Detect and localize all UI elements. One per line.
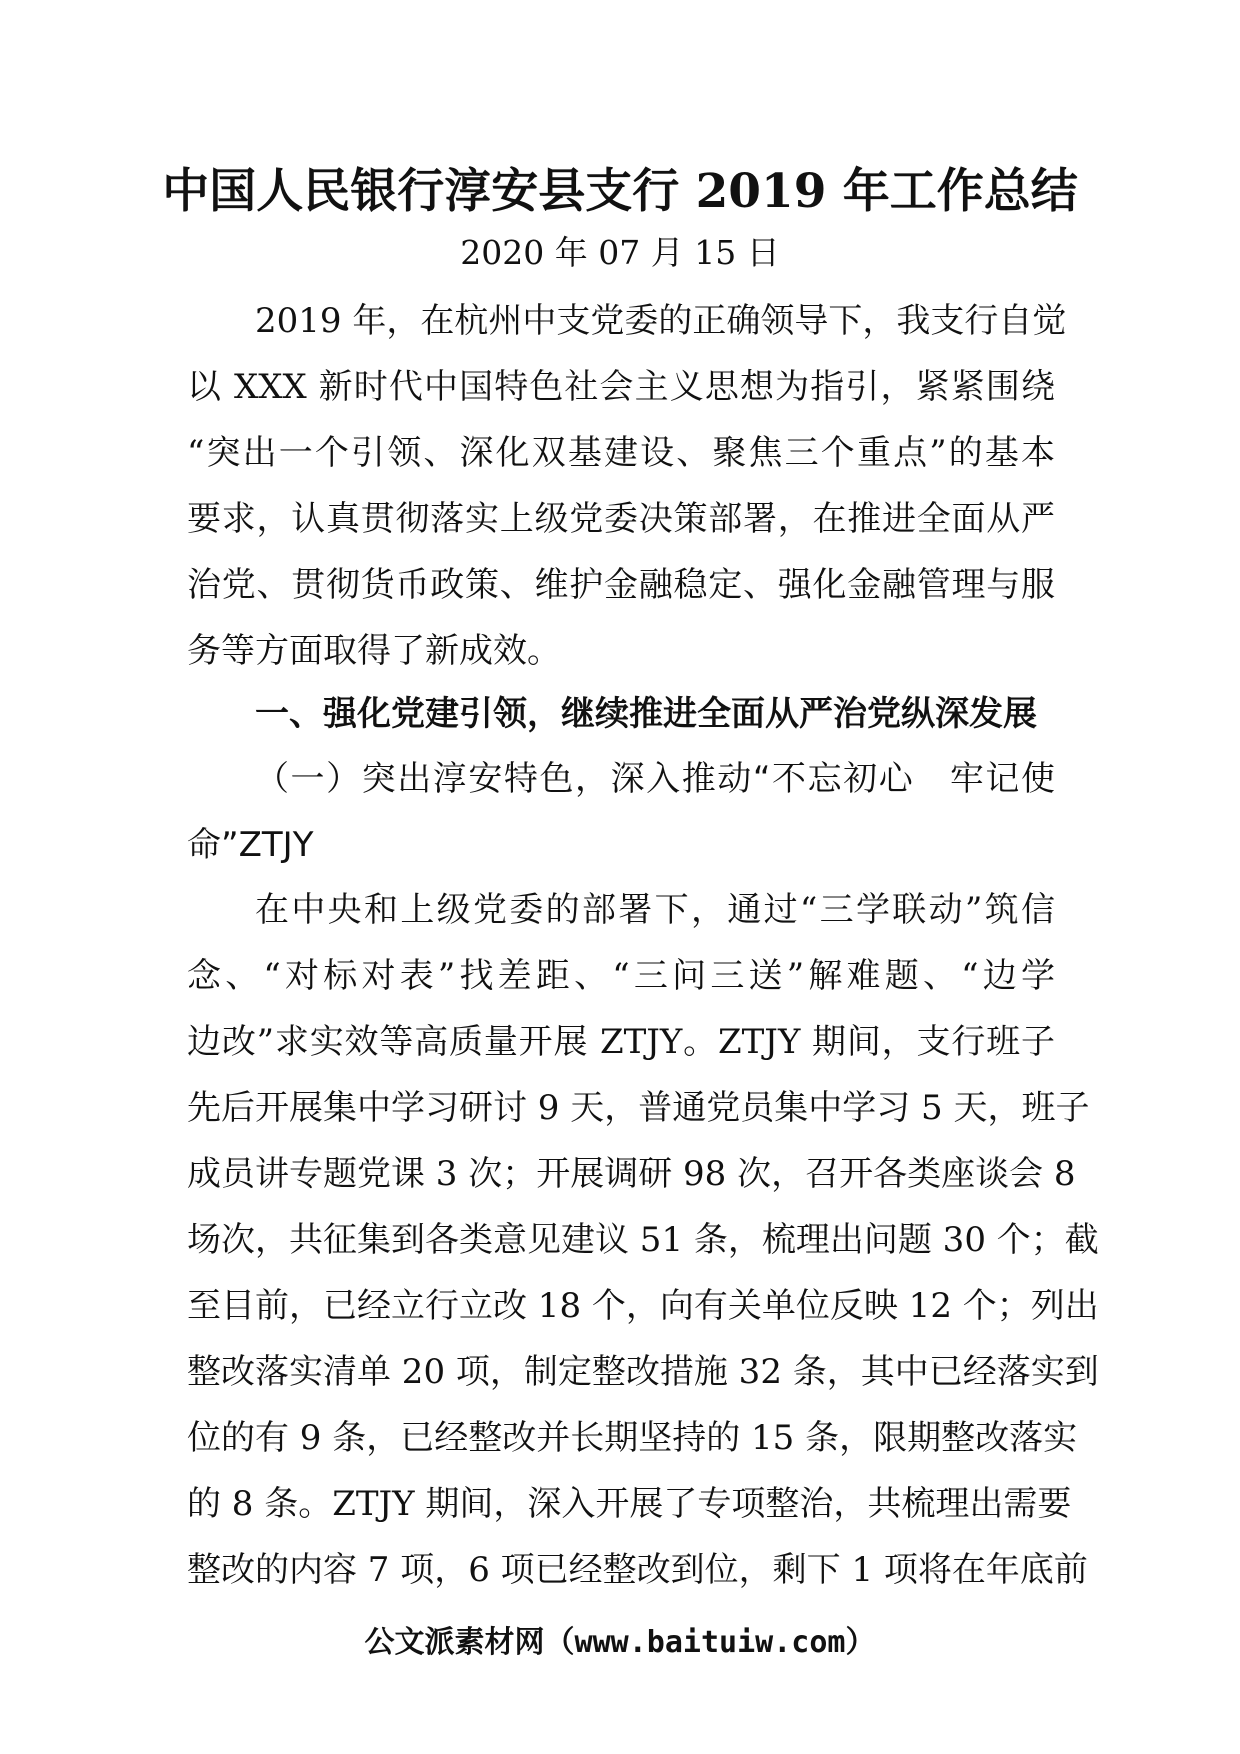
document-date: 2020 年 07 月 15 日 (460, 233, 780, 272)
paragraph-line: 整改的内容 7 项，6 项已经整改到位，剩下 1 项将在年底前 (187, 1550, 1088, 1590)
paragraph-line: 的 8 条。ZTJY 期间，深入开展了专项整治，共梳理出需要 (187, 1484, 1072, 1524)
paragraph-line: “突出一个引领、深化双基建设、聚焦三个重点”的基本 (187, 433, 1055, 473)
body-paragraph (187, 877, 1099, 1603)
intro-paragraph (187, 288, 1067, 684)
document-title: 中国人民银行淳安县支行 2019 年工作总结 (162, 164, 1078, 219)
section-heading-1: 一、强化党建引领，继续推进全面从严治党纵深发展 (255, 694, 1037, 734)
paragraph-line: 2019 年，在杭州中支党委的正确领导下，我支行自觉 (255, 301, 1067, 341)
footer-site-name: 公文派素材网（ (364, 1625, 575, 1660)
paragraph-line: 场次，共征集到各类意见建议 51 条，梳理出问题 30 个；截 (187, 1220, 1099, 1260)
footer-close-paren: ） (845, 1625, 876, 1660)
paragraph-line: 治党、贯彻货币政策、维护金融稳定、强化金融管理与服 (187, 565, 1055, 605)
paragraph-line: 在中央和上级党委的部署下，通过“三学联动”筑信 (255, 890, 1055, 930)
paragraph-line: 边改”求实效等高质量开展 ZTJY。ZTJY 期间，支行班子 (187, 1022, 1055, 1062)
paragraph-line: 以 XXX 新时代中国特色社会主义思想为指引，紧紧围绕 (187, 367, 1055, 407)
paragraph-line: 先后开展集中学习研讨 9 天，普通党员集中学习 5 天，班子 (187, 1088, 1090, 1128)
footer-watermark (0, 1618, 1240, 1668)
paragraph-line: 整改落实清单 20 项，制定整改措施 32 条，其中已经落实到 (187, 1352, 1099, 1392)
paragraph-line: 成员讲专题党课 3 次；开展调研 98 次，召开各类座谈会 8 (187, 1154, 1076, 1194)
heading-line: 命”ZTJY (187, 825, 314, 865)
paragraph-line: 要求，认真贯彻落实上级党委决策部署，在推进全面从严 (187, 499, 1055, 539)
paragraph-line: 至目前，已经立行立改 18 个，向有关单位反映 12 个；列出 (187, 1286, 1099, 1326)
section-heading-2 (187, 746, 1055, 878)
footer-url: www.baituiw.com (574, 1625, 846, 1660)
paragraph-line: 念、“对标对表”找差距、“三问三送”解难题、“边学 (187, 956, 1055, 996)
paragraph-line: 位的有 9 条，已经整改并长期坚持的 15 条，限期整改落实 (187, 1418, 1078, 1458)
paragraph-line: 务等方面取得了新成效。 (187, 631, 561, 671)
heading-line: （一）突出淳安特色，深入推动“不忘初心 牢记使 (255, 759, 1055, 799)
